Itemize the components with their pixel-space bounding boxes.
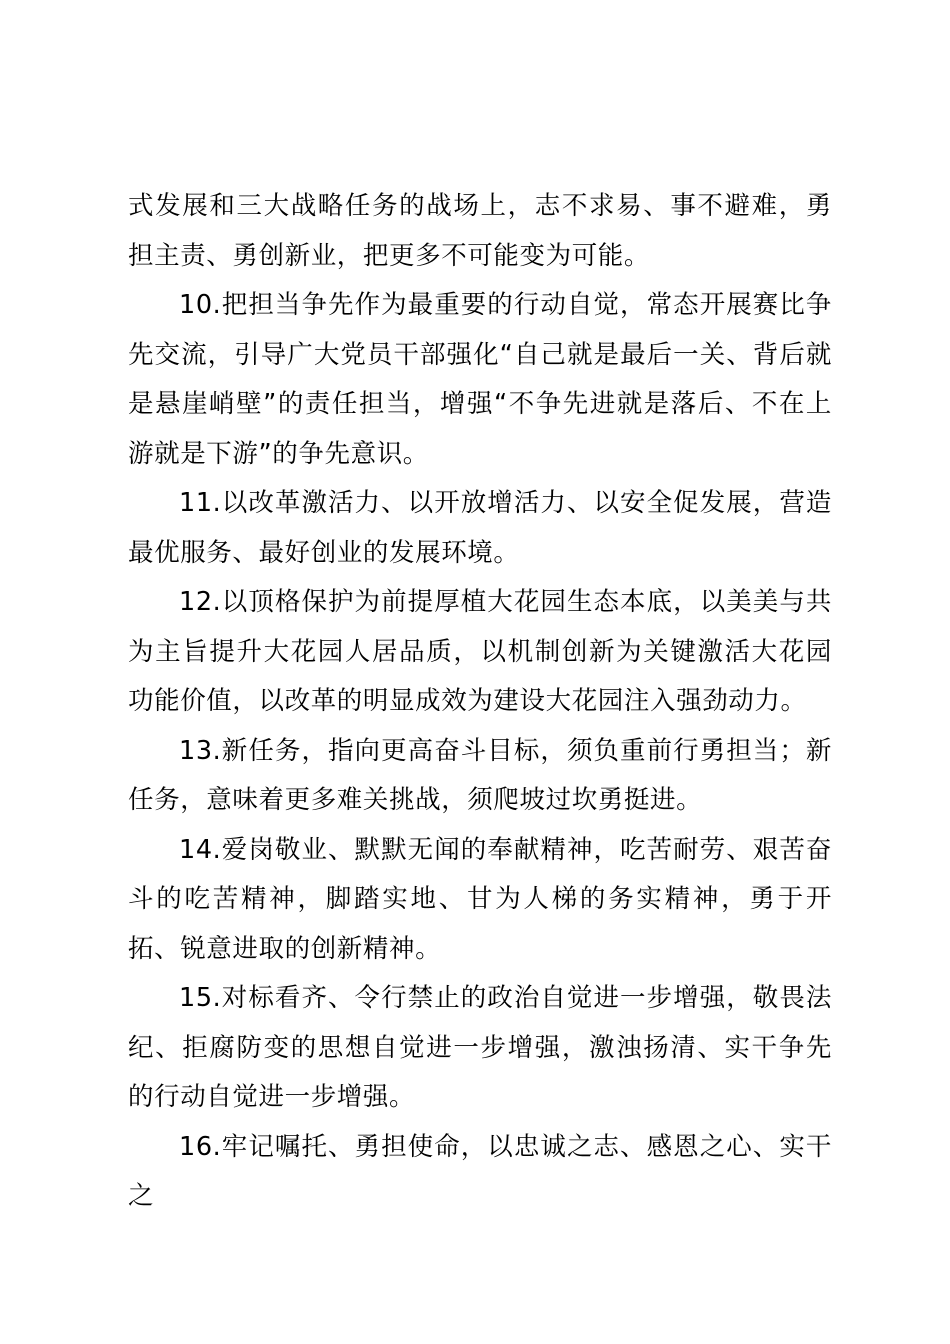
paragraph-item-16: 16.牢记嘱托、勇担使命，以忠诚之志、感恩之心、实干之 — [128, 1131, 832, 1211]
paragraph-item-14: 14.爱岗敬业、默默无闻的奉献精神，吃苦耐劳、艰苦奋斗的吃苦精神，脚踏实地、甘为人梯的务实精神，勇于开拓、锐意进取的创新精神。 — [128, 834, 832, 964]
document-body — [128, 182, 832, 1222]
paragraph-continuation: 式发展和三大战略任务的战场上，志不求易、事不避难，勇担主责、勇创新业，把更多不可能变为可能。 — [128, 191, 832, 271]
paragraph-item-11: 11.以改革激活力、以开放增活力、以安全促发展，营造最优服务、最好创业的发展环境。 — [128, 488, 832, 568]
paragraph-item-13: 13.新任务，指向更高奋斗目标，须负重前行勇担当；新任务，意味着更多难关挑战，须爬坡过坎勇挺进。 — [128, 735, 832, 815]
paragraph-item-15: 15.对标看齐、令行禁止的政治自觉进一步增强，敬畏法纪、拒腐防变的思想自觉进一步增强，激浊扬清、实干争先的行动自觉进一步增强。 — [128, 983, 832, 1112]
paragraph-item-10: 10.把担当争先作为最重要的行动自觉，常态开展赛比争先交流，引导广大党员干部强化“自己就是最后一关、背后就是悬崖峭壁”的责任担当，增强“不争先进就是落后、不在上游就是下游”的争先意识。 — [128, 290, 832, 469]
paragraph-item-12: 12.以顶格保护为前提厚植大花园生态本底，以美美与共为主旨提升大花园人居品质，以机制创新为关键激活大花园功能价值，以改革的明显成效为建设大花园注入强劲动力。 — [128, 587, 832, 716]
